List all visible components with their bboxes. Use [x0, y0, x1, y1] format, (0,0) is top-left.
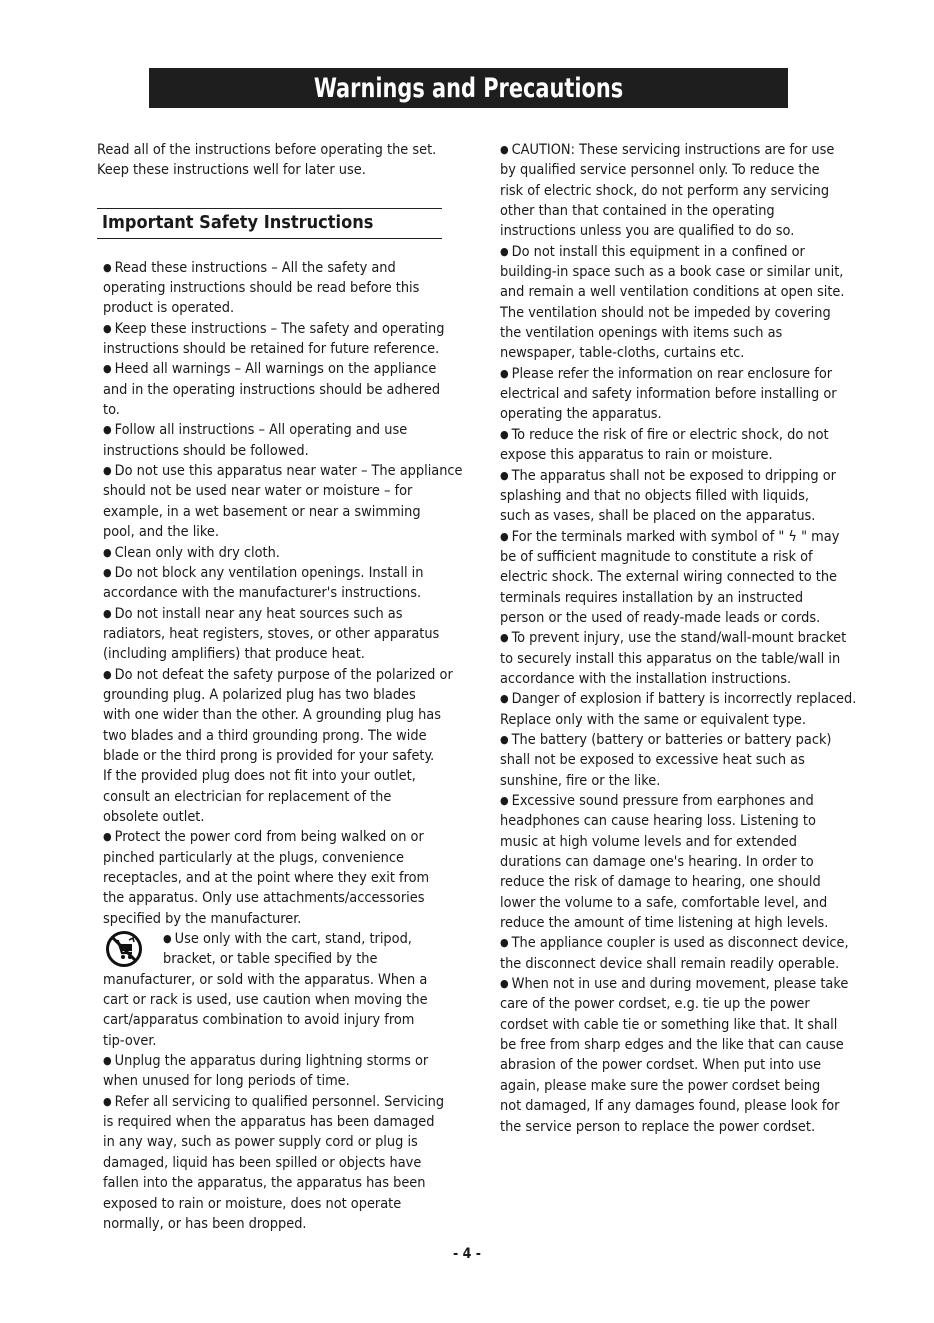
bullet-dot-icon: ● [103, 1054, 112, 1068]
page-title: Warnings and Precautions [149, 68, 788, 108]
list-item-text: Please refer the information on rear enclosure for electrical and safety information before installing or operating the apparatus. [500, 365, 837, 423]
bullet-dot-icon: ● [103, 545, 112, 559]
bullet-dot-icon: ● [500, 427, 509, 441]
list-item-text: To reduce the risk of fire or electric shock, do not expose this apparatus to rain or moisture. [500, 426, 829, 464]
list-item [103, 543, 477, 563]
list-item-text: Danger of explosion if battery is incorrectly replaced. Replace only with the same or equivalent type. [500, 691, 857, 728]
list-item-text: Keep these instructions – The safety and operating instructions should be retained for future reference. [103, 320, 445, 358]
bullet-dot-icon: ● [103, 423, 112, 437]
left-safety-list [97, 258, 477, 1235]
list-item-text: Do not block any ventilation openings. Install in accordance with the manufacturer's instructions. [103, 564, 424, 602]
list-item [500, 628, 860, 689]
cart-item-tail: manufacturer, or sold with the apparatus. When a cart or rack is used, use caution when moving the cart/apparatus combination to avoid injury from tip-over. [103, 971, 428, 1049]
list-item-text: For the terminals marked with symbol of " ϟ " may be of sufficient magnitude to constitute a risk of electric shock. The external wiring connected to the terminals requires installation by an instructed person or the used of ready-made leads or cords. [500, 528, 840, 626]
bullet-dot-icon: ● [500, 631, 509, 645]
list-item [500, 425, 860, 466]
list-item [103, 461, 477, 542]
list-item [103, 258, 477, 319]
list-item [103, 1051, 477, 1092]
right-column [500, 140, 860, 1137]
list-item-text: Read these instructions – All the safety and operating instructions should be read before this product is operated. [103, 259, 420, 317]
page-number: - 4 - [453, 1246, 481, 1262]
left-column [97, 140, 477, 1234]
list-item [500, 140, 860, 242]
bullet-dot-icon: ● [500, 366, 509, 380]
list-item [103, 1092, 477, 1234]
list-item-text: Clean only with dry cloth. [114, 544, 280, 561]
bullet-dot-icon: ● [103, 667, 112, 681]
list-item [500, 791, 860, 933]
bullet-dot-icon: ● [500, 143, 509, 156]
list-item-text: When not in use and during movement, please take care of the power cordset, e.g. tie up the power cordset with cable tie or something like that. It shall be free from sharp edges and the like that can cause abrasion of the power cordset. When put into use again, please make sure the power cordset being not damaged, If any damages found, please look for the service person to replace the power cordset. [500, 976, 849, 1135]
left-list-group-b [103, 1051, 477, 1234]
bullet-dot-icon: ● [103, 565, 112, 579]
list-item [500, 466, 860, 527]
list-item-text: Refer all servicing to qualified personnel. Servicing is required when the apparatus has been damaged in any way, such as power supply cord or plug is damaged, liquid has been spilled or objects have fallen into the apparatus, the apparatus has been exposed to rain or moisture, does not operate normally, or has been dropped. [103, 1093, 445, 1232]
list-item [500, 242, 860, 364]
bullet-dot-icon: ● [500, 244, 509, 258]
intro-text: Read all of the instructions before operating the set. Keep these instructions well for later use. [97, 142, 437, 179]
list-item [103, 319, 477, 360]
list-item [500, 730, 860, 791]
list-item [500, 689, 860, 730]
list-item-text: Heed all warnings – All warnings on the appliance and in the operating instructions should be adhered to. [103, 361, 441, 419]
bullet-dot-icon: ● [103, 260, 112, 274]
bullet-dot-icon: ● [500, 794, 509, 807]
bullet-dot-icon: ● [103, 362, 112, 376]
list-item-text: Do not install near any heat sources such as radiators, heat registers, stoves, or other apparatus (including amplifiers) that produce heat. [103, 605, 440, 663]
list-item-text: The battery (battery or batteries or battery pack) shall not be exposed to excessive heat such as sunshine, fire or the like. [500, 731, 832, 789]
list-item-text: Unplug the apparatus during lightning storms or when unused for long periods of time. [103, 1053, 429, 1090]
list-item-text: CAUTION: These servicing instructions are for use by qualified service personnel only. To reduce the risk of electric shock, do not perform any servicing other than that contained in the operating instructions unless you are qualified to do so. [500, 142, 835, 240]
list-item [103, 604, 477, 665]
list-item-text: Do not install this equipment in a confined or building-in space such as a book case or similar unit, and remain a well ventilation conditions at open site. The ventilation should not be impeded by covering the ventilation openings with items such as newspaper, table-cloths, curtains etc. [500, 243, 845, 362]
bullet-dot-icon: ● [500, 468, 509, 482]
list-item [103, 563, 477, 604]
bullet-dot-icon: ● [103, 321, 112, 335]
bullet-dot-icon: ● [103, 830, 112, 844]
left-list-group-a [103, 258, 477, 929]
list-item [500, 364, 860, 425]
cart-tip-over-warning-icon [106, 931, 142, 967]
bullet-dot-icon: ● [500, 936, 509, 950]
list-item [103, 827, 477, 929]
bullet-dot-icon: ● [103, 606, 112, 620]
list-item [500, 974, 860, 1137]
list-item-text: Do not defeat the safety purpose of the polarized or grounding plug. A polarized plug has two blades with one wider than the other. A grounding plug has two blades and a third grounding prong. The wide blade or the third prong is provided for your safety. If the provided plug does not fit into your outlet, consult an electrician for replacement of the obsolete outlet. [103, 666, 453, 825]
list-item-text: Excessive sound pressure from earphones and headphones can cause hearing loss. Listening to music at high volume levels and for extended durations can damage one's hearing. In order to reduce the risk of damage to hearing, one should lower the volume to a safe, comfortable level, and reduce the amount of time listening at high levels. [500, 793, 829, 932]
bullet-dot-icon: ● [500, 529, 509, 543]
list-item-text: To prevent injury, use the stand/wall-mount bracket to securely install this apparatus on the table/wall in accordance with the installation instructions. [500, 630, 847, 687]
right-safety-list [500, 140, 860, 1137]
bullet-dot-icon: ● [500, 977, 509, 991]
list-item [500, 527, 860, 629]
list-item [103, 665, 477, 828]
section-title: Important Safety Instructions [97, 208, 442, 239]
bullet-dot-icon: ● [103, 1094, 112, 1108]
list-item-text: Do not use this apparatus near water – The appliance should not be used near water or moisture – for example, in a wet basement or near a swimming pool, and the like. [103, 463, 463, 541]
list-item-text: Protect the power cord from being walked on or pinched particularly at the plugs, convenience receptacles, and at the point where they exit from the apparatus. Only use attachments/accessories specified by the manufacturer. [103, 829, 430, 927]
bullet-dot-icon: ● [500, 732, 509, 746]
cart-warning-item [103, 929, 477, 1051]
list-item [103, 359, 477, 420]
list-item-text: Follow all instructions – All operating and use instructions should be followed. [103, 422, 408, 459]
bullet-dot-icon: ● [103, 464, 112, 478]
list-item-text: The appliance coupler is used as disconnect device, the disconnect device shall remain readily operable. [500, 935, 849, 972]
list-item [500, 933, 860, 974]
list-item-text: The apparatus shall not be exposed to dripping or splashing and that no objects filled with liquids, such as vases, shall be placed on the apparatus. [500, 467, 836, 525]
cart-item-head: Use only with the cart, stand, tripod, bracket, or table specified by the [163, 931, 412, 968]
bullet-dot-icon: ● [163, 932, 172, 946]
list-item [103, 420, 477, 461]
bullet-dot-icon: ● [500, 692, 509, 706]
